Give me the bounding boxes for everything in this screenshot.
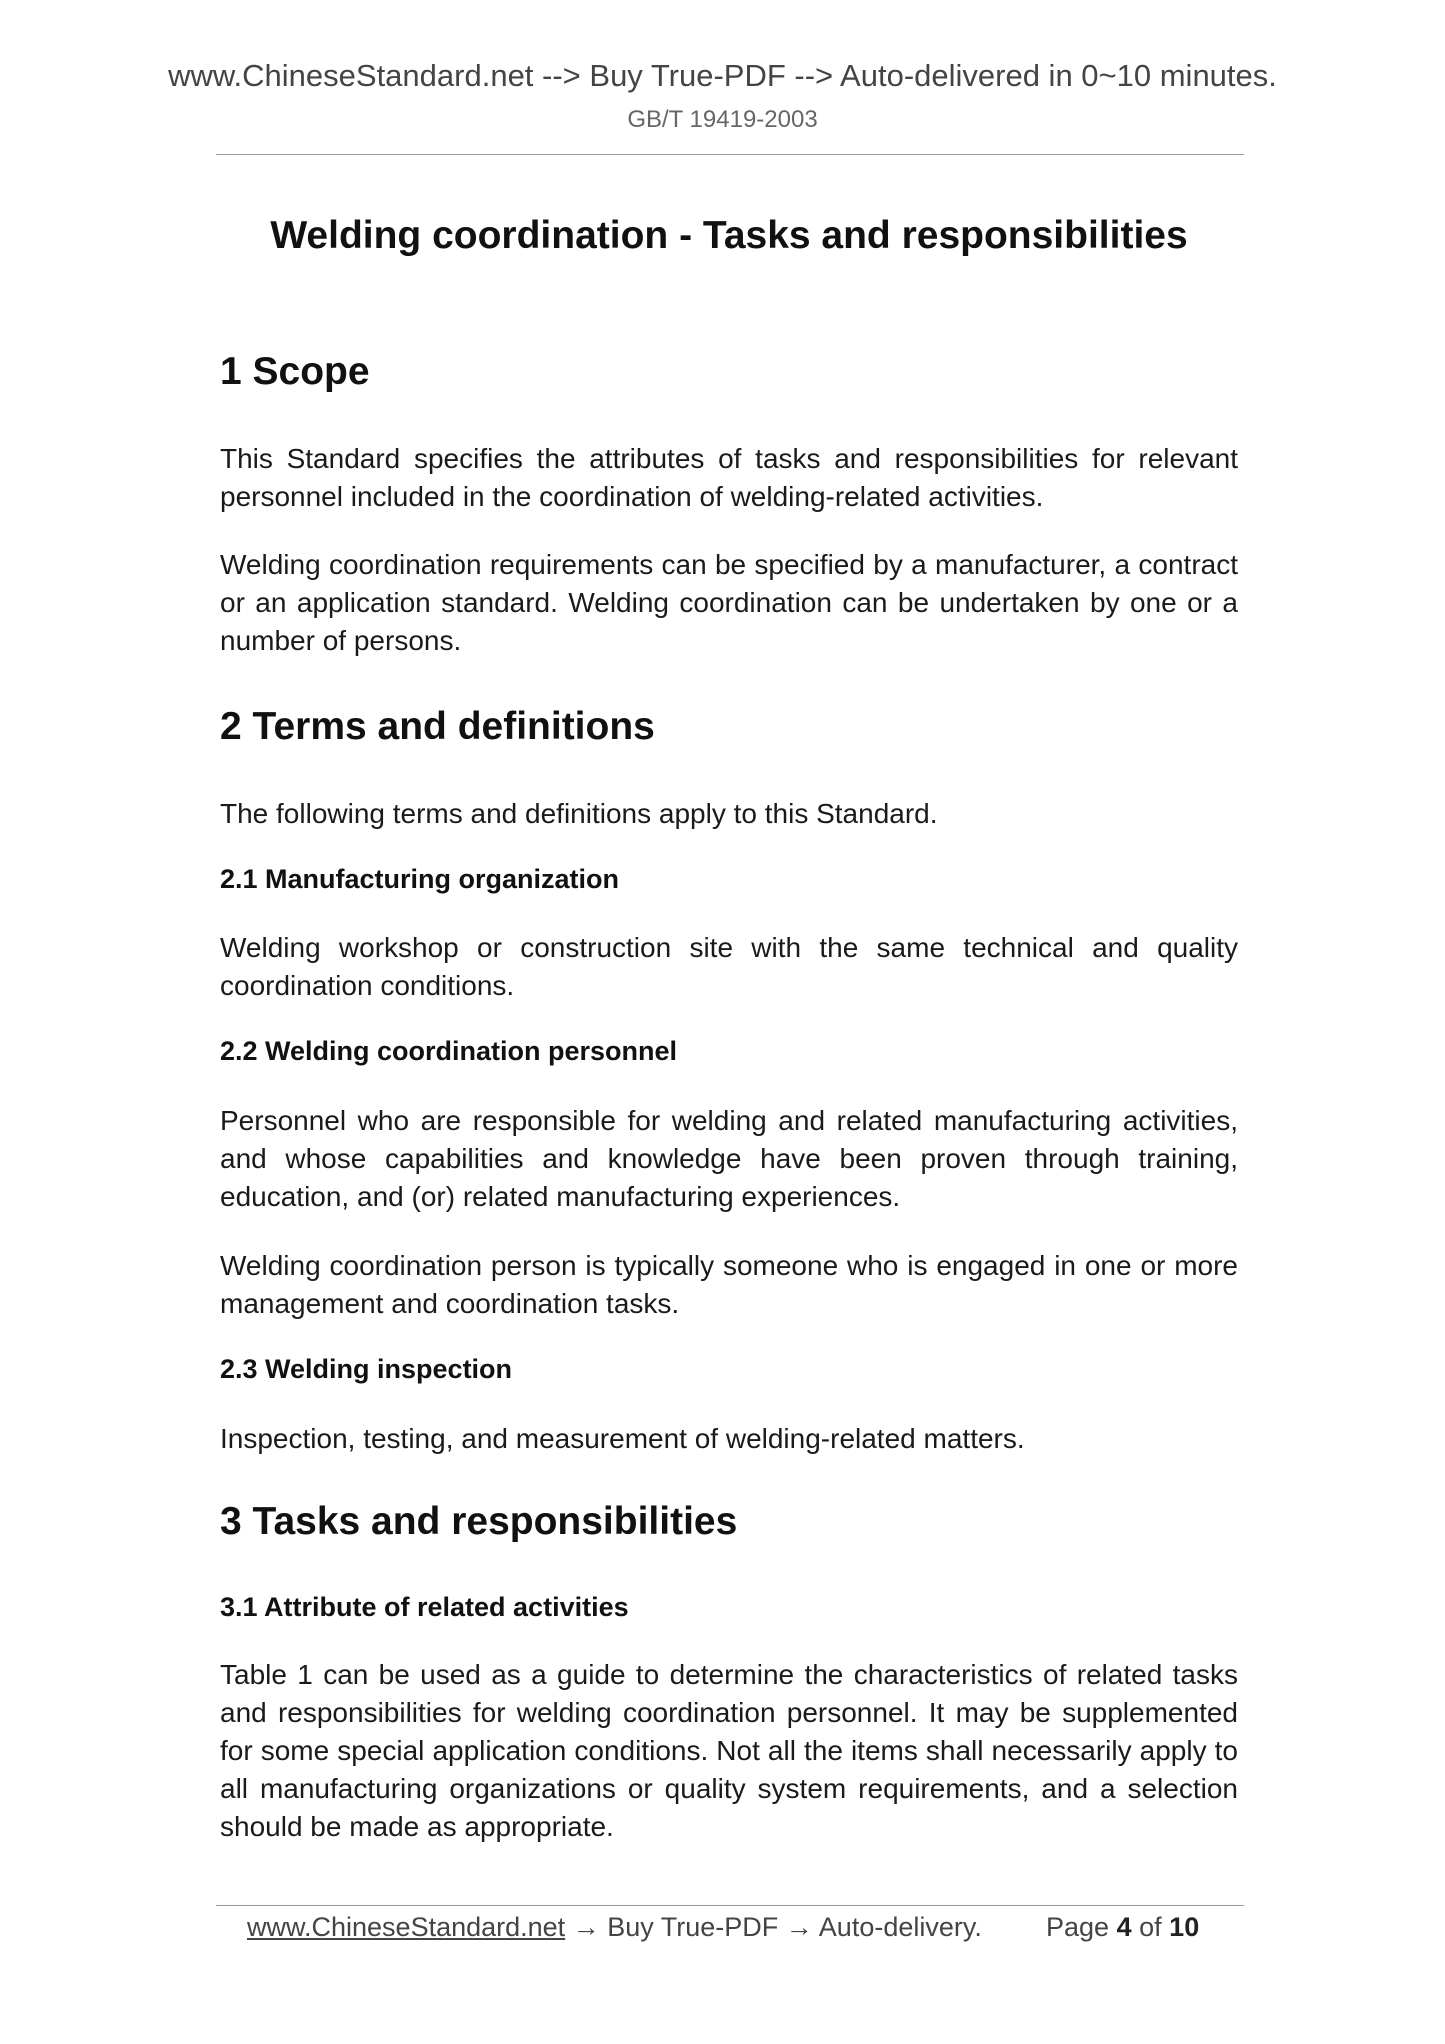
scope-paragraph-2: Welding coordination requirements can be specified by a manufacturer, a contract or an application standard. Welding coordination can be undertaken by one or a number of persons. [220, 549, 1238, 656]
term-text-2-2-a: Personnel who are responsible for welding and related manufacturing activities, and whose capabilities and knowledge have been proven through training, education, and (or) related manufacturing experiences. [220, 1105, 1238, 1212]
document-title: Welding coordination - Tasks and responsibilities [270, 214, 1188, 257]
subsection-text-3-1: Table 1 can be used as a guide to determine the characteristics of related tasks and responsibilities for welding coordination personnel. It may be supplemented for some special application conditions. Not all the items shall necessarily apply to all manufacturing organizations or quality system requirements, and a selection should be made as appropriate. [220, 1659, 1238, 1842]
section-heading-scope: 1 Scope [220, 350, 370, 393]
arrow-right-icon: → [785, 1912, 813, 1942]
term-text-2-1: Welding workshop or construction site with the same technical and quality coordination conditions. [220, 932, 1238, 1001]
term-text-2-2-b: Welding coordination person is typically someone who is engaged in one or more management and coordination tasks. [220, 1250, 1238, 1319]
section-heading-tasks: 3 Tasks and responsibilities [220, 1500, 738, 1543]
terms-intro: The following terms and definitions apply to this Standard. [220, 798, 938, 829]
subsection-heading-3-1: 3.1 Attribute of related activities [220, 1592, 629, 1622]
header-banner: www.ChineseStandard.net --> Buy True-PDF --> Auto-delivered in 0~10 minutes. [168, 58, 1277, 93]
footer-delivery-text: Auto-delivery. [818, 1912, 982, 1942]
standard-number: GB/T 19419-2003 [627, 106, 818, 133]
arrow-right-icon: → [572, 1912, 600, 1942]
footer-buy-text: Buy True-PDF [607, 1912, 779, 1942]
page-indicator [1046, 1912, 1199, 1943]
term-heading-2-1: 2.1 Manufacturing organization [220, 864, 620, 894]
section-heading-terms: 2 Terms and definitions [220, 705, 655, 748]
scope-paragraph-1: This Standard specifies the attributes of tasks and responsibilities for relevant personnel included in the coordination of welding-related activities. [220, 443, 1238, 512]
term-text-2-3: Inspection, testing, and measurement of welding-related matters. [220, 1423, 1025, 1454]
footer-divider [216, 1905, 1244, 1906]
page-total: 10 [1169, 1912, 1200, 1942]
page-label: Page [1046, 1912, 1110, 1942]
footer-site-link[interactable]: www.ChineseStandard.net [247, 1912, 566, 1942]
footer-promo [247, 1912, 982, 1943]
term-heading-2-3: 2.3 Welding inspection [220, 1354, 513, 1384]
term-heading-2-2: 2.2 Welding coordination personnel [220, 1036, 678, 1066]
header-divider [216, 154, 1244, 155]
page-of-label: of [1139, 1912, 1162, 1942]
page-current: 4 [1116, 1912, 1132, 1942]
